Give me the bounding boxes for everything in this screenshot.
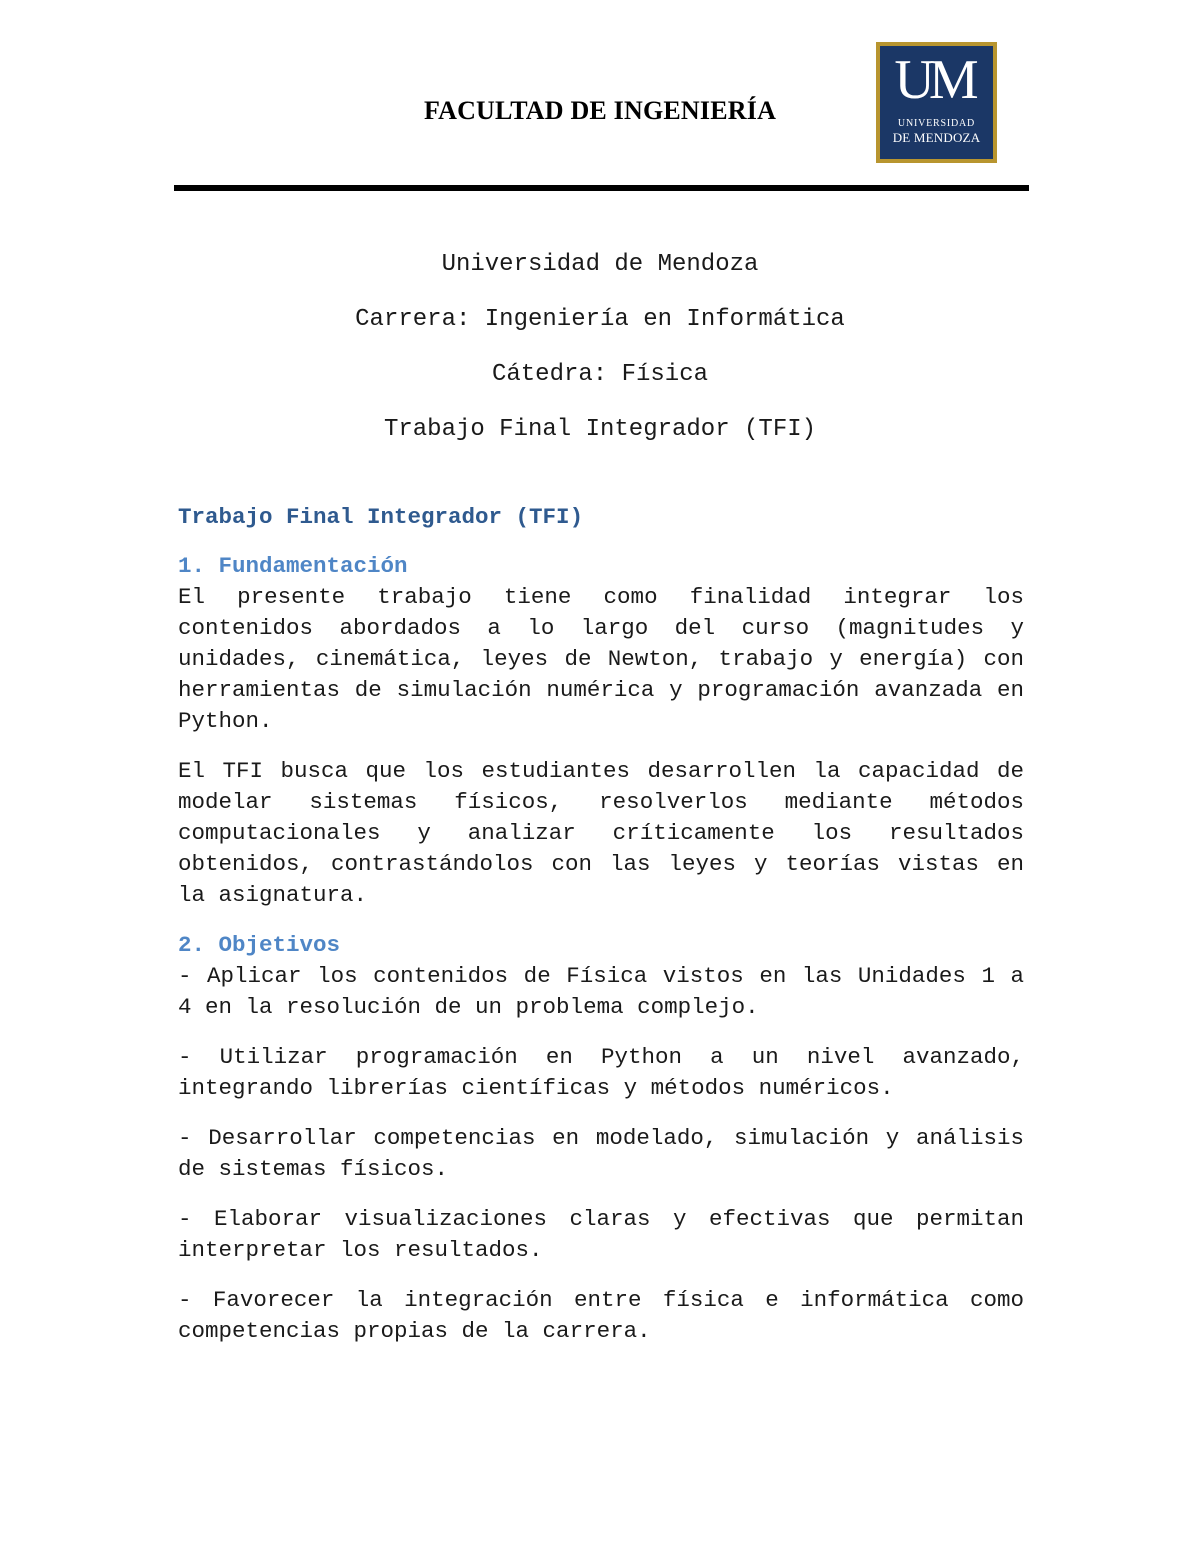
document-body: [178, 502, 1024, 1366]
logo-text-line1: UNIVERSIDAD: [897, 118, 976, 129]
section-heading-fundamentacion: 1. Fundamentación: [178, 553, 408, 579]
header-divider: [174, 185, 1029, 191]
work-line: Trabajo Final Integrador (TFI): [383, 416, 817, 443]
university-logo: [876, 42, 997, 163]
document-title: Trabajo Final Integrador (TFI): [178, 504, 584, 530]
cover-info: [150, 252, 1050, 472]
objective-item: - Elaborar visualizaciones claras y efectivas que permitan interpretar los resultados.: [178, 1206, 1024, 1263]
logo-mark: UM: [894, 49, 973, 111]
paragraph: El presente trabajo tiene como finalidad integrar los contenidos abordados a lo largo del curso (magnitudes y unidades, cinemática, leyes de Newton, trabajo y energía) con herramientas de simulación numérica y programación avanzada en Python.: [178, 584, 1024, 734]
section-heading-objetivos: 2. Objetivos: [178, 932, 341, 958]
logo-text-line2: DE MENDOZA: [892, 130, 981, 145]
university-name: Universidad de Mendoza: [441, 251, 759, 278]
objective-item: - Utilizar programación en Python a un nivel avanzado, integrando librerías científicas y métodos numéricos.: [178, 1044, 1024, 1101]
objective-item: - Desarrollar competencias en modelado, simulación y análisis de sistemas físicos.: [178, 1125, 1024, 1182]
chair-line: Cátedra: Física: [491, 361, 709, 388]
faculty-heading: FACULTAD DE INGENIERÍA: [423, 96, 777, 125]
objective-item: - Aplicar los contenidos de Física vistos en las Unidades 1 a 4 en la resolución de un problema complejo.: [178, 963, 1024, 1020]
objective-item: - Favorecer la integración entre física e informática como competencias propias de la carrera.: [178, 1287, 1024, 1344]
paragraph: El TFI busca que los estudiantes desarrollen la capacidad de modelar sistemas físicos, resolverlos mediante métodos computacionales y analizar críticamente los resultados obtenidos, contrastándolos con las leyes y teorías vistas en la asignatura.: [178, 758, 1024, 908]
career-line: Carrera: Ingeniería en Informática: [355, 306, 845, 333]
